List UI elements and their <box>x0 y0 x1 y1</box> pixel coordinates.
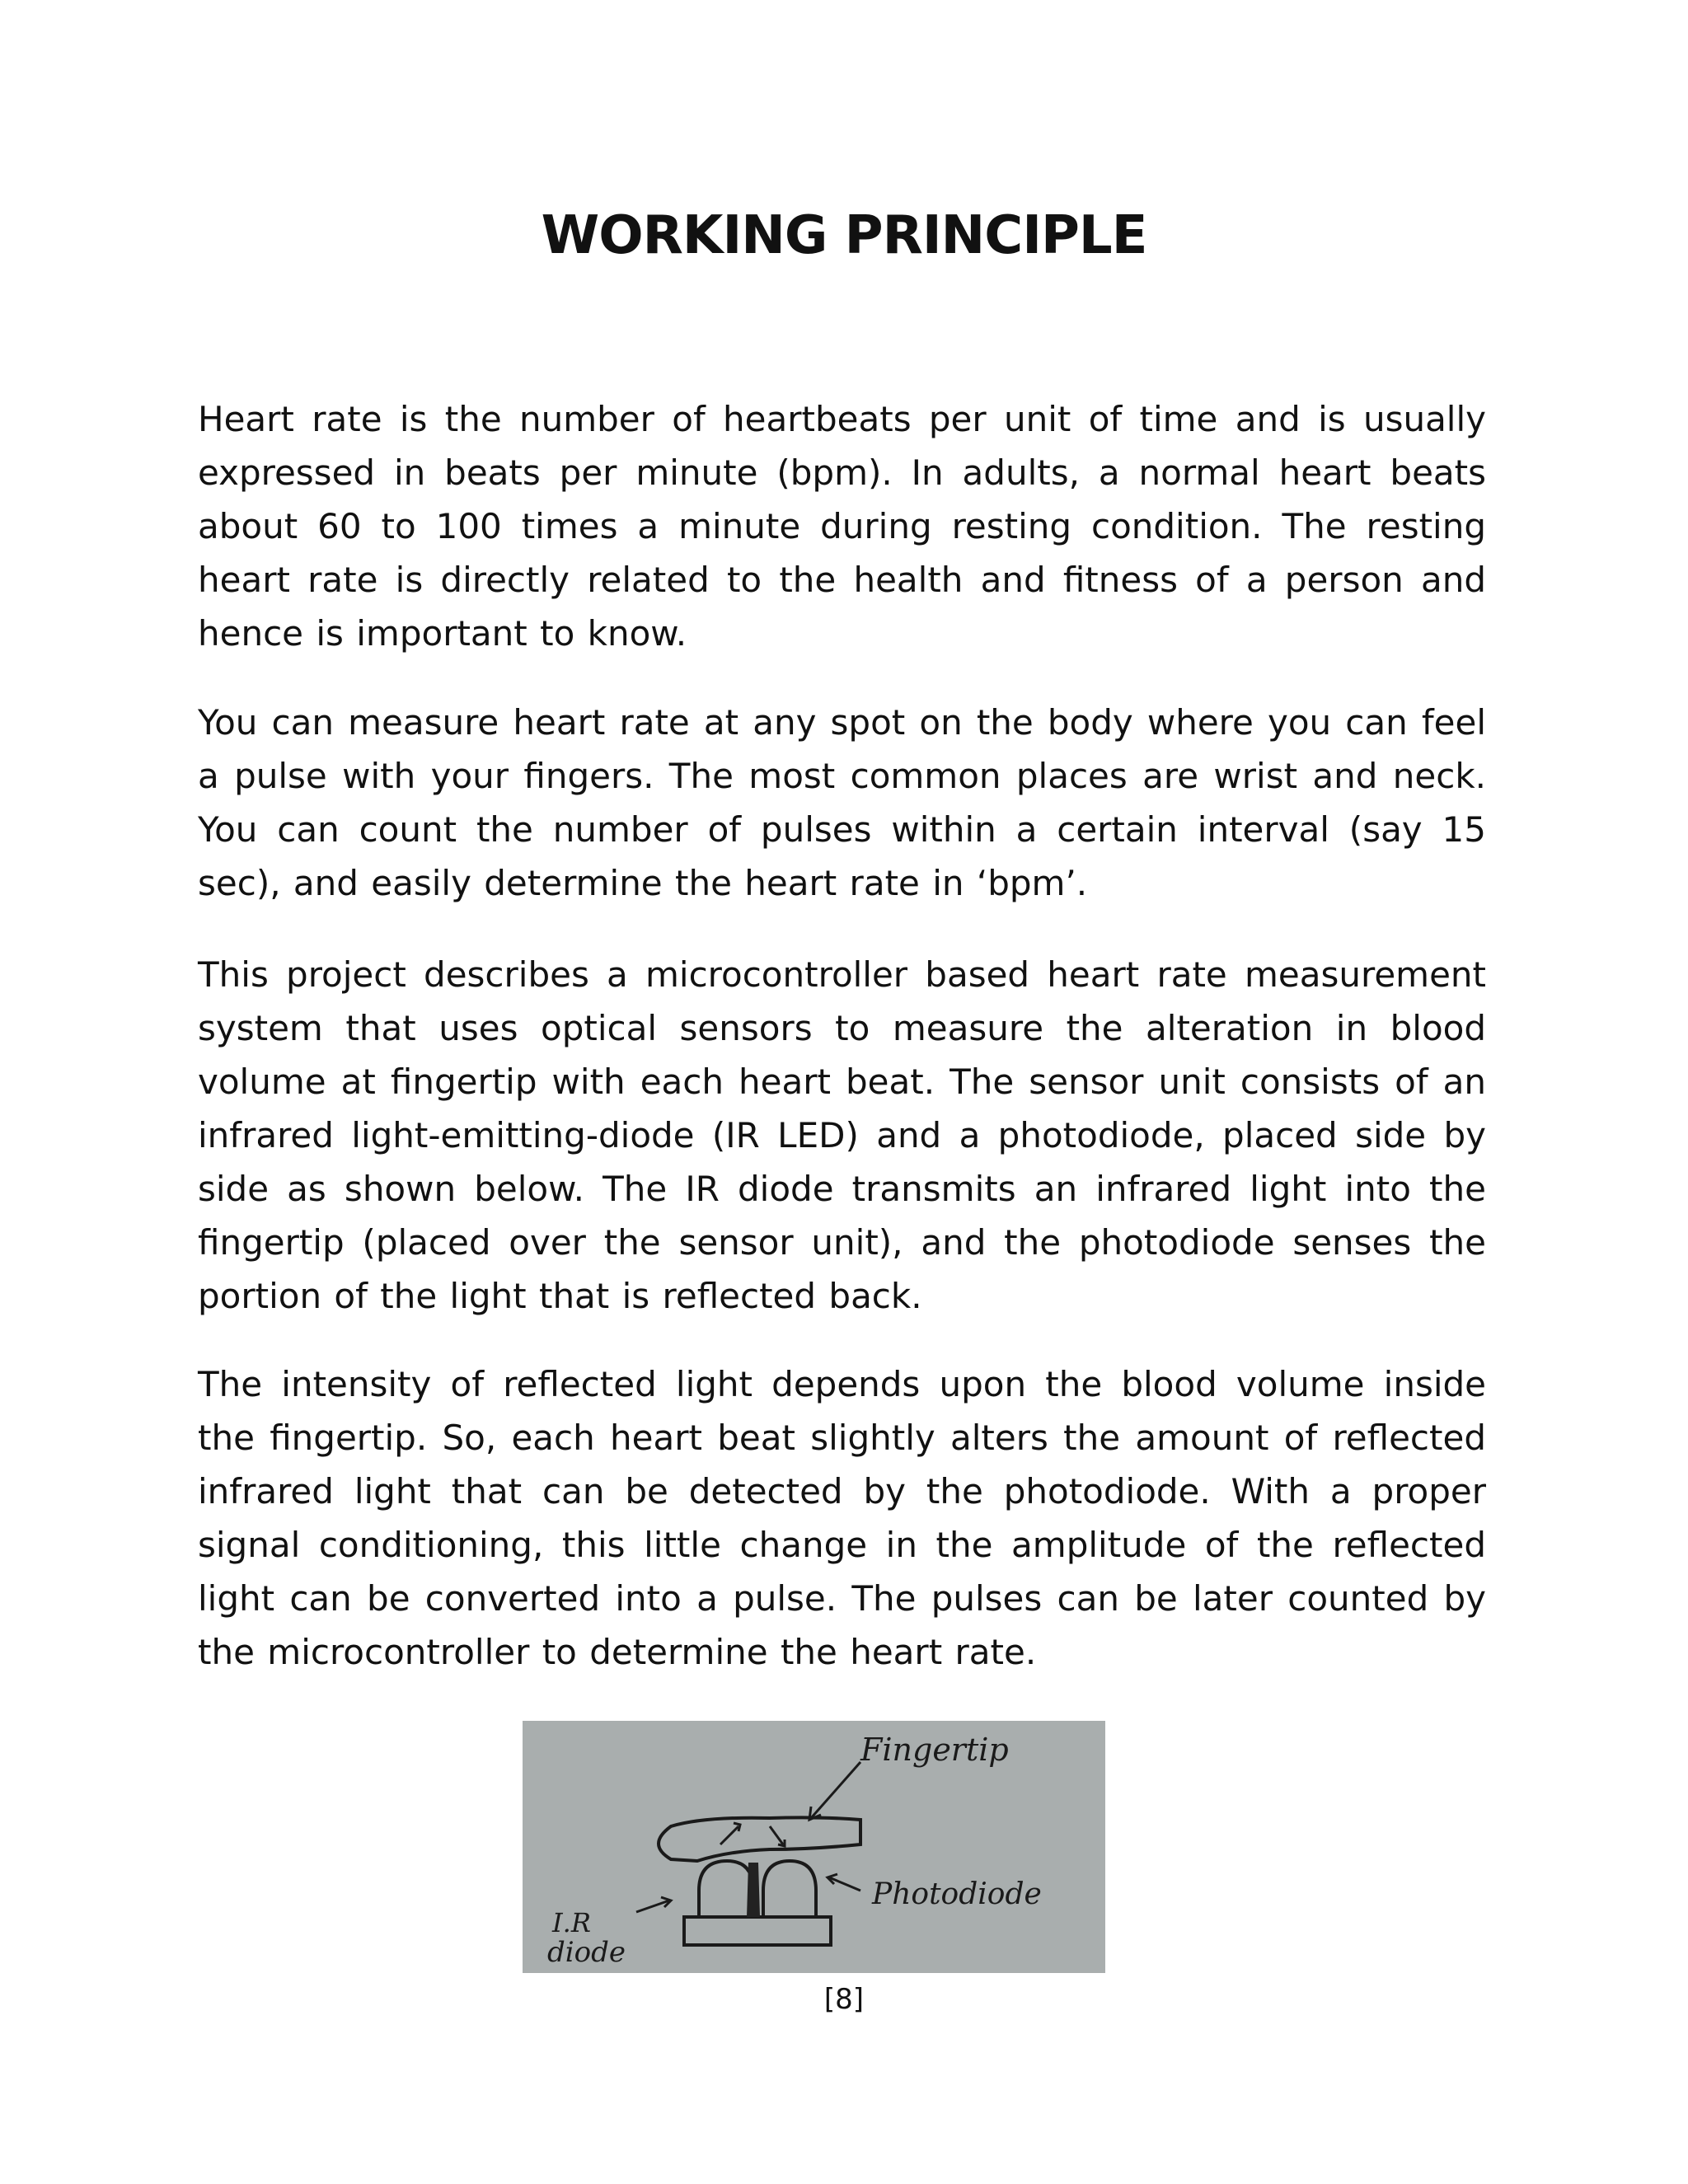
ir-label-line2: diode <box>547 1936 626 1969</box>
sensor-sketch-figure <box>523 1721 1105 1973</box>
paragraph-reflected-light: The intensity of reflected light depends upon the blood volume inside the fingertip. So, each heart beat slightly alters the amount of reflected infrared light that can be detected by the photodiode. With a proper signal conditioning, this little change in the amplitude of the reflected light can be converted into a pulse. The pulses can be later counted by the microcontroller to determine the heart rate. <box>198 1364 1486 1672</box>
sensor-sketch-drawing <box>523 1721 1105 1973</box>
fingertip-pointer <box>811 1762 860 1818</box>
photodiode-label: Photodiode <box>872 1877 1042 1911</box>
fingertip-label: Fingertip <box>860 1732 1009 1768</box>
paragraph-heart-rate-definition: Heart rate is the number of heartbeats per unit of time and is usually expressed in beats per minute (bpm). In adults, a normal heart beats about 60 to 100 times a minute during resting condition. The resting heart rate is directly related to the health and fitness of a person and hence is important to know. <box>198 399 1486 654</box>
reflected-light-arrow <box>770 1826 783 1844</box>
fingertip-shape <box>659 1817 860 1861</box>
ir-diode-shape <box>699 1861 753 1917</box>
page-number: [8] <box>823 1983 865 2016</box>
photodiode-shape <box>763 1861 816 1917</box>
page-title: WORKING PRINCIPLE <box>541 205 1147 266</box>
sensor-base-board <box>684 1917 831 1945</box>
ir-label-line1: I.R <box>552 1907 591 1938</box>
sensor-separator <box>747 1863 760 1917</box>
paragraph-measuring-pulse: You can measure heart rate at any spot on the body where you can feel a pulse with your fingers. The most common places are wrist and neck. You can count the number of pulses within a certain interval (say 15 sec), and easily determine the heart rate in ‘bpm’. <box>198 702 1486 903</box>
emitted-light-arrow <box>720 1826 738 1844</box>
paragraph-project-description: This project describes a microcontroller based heart rate measurement system that uses optical sensors to measure the alteration in blood volume at fingertip with each heart beat. The sensor unit consists of an infrared light-emitting-diode (IR LED) and a photodiode, placed side by side as shown below. The IR diode transmits an infrared light into the fingertip (placed over the sensor unit), and the photodiode senses the portion of the light that is reflected back. <box>198 954 1486 1316</box>
